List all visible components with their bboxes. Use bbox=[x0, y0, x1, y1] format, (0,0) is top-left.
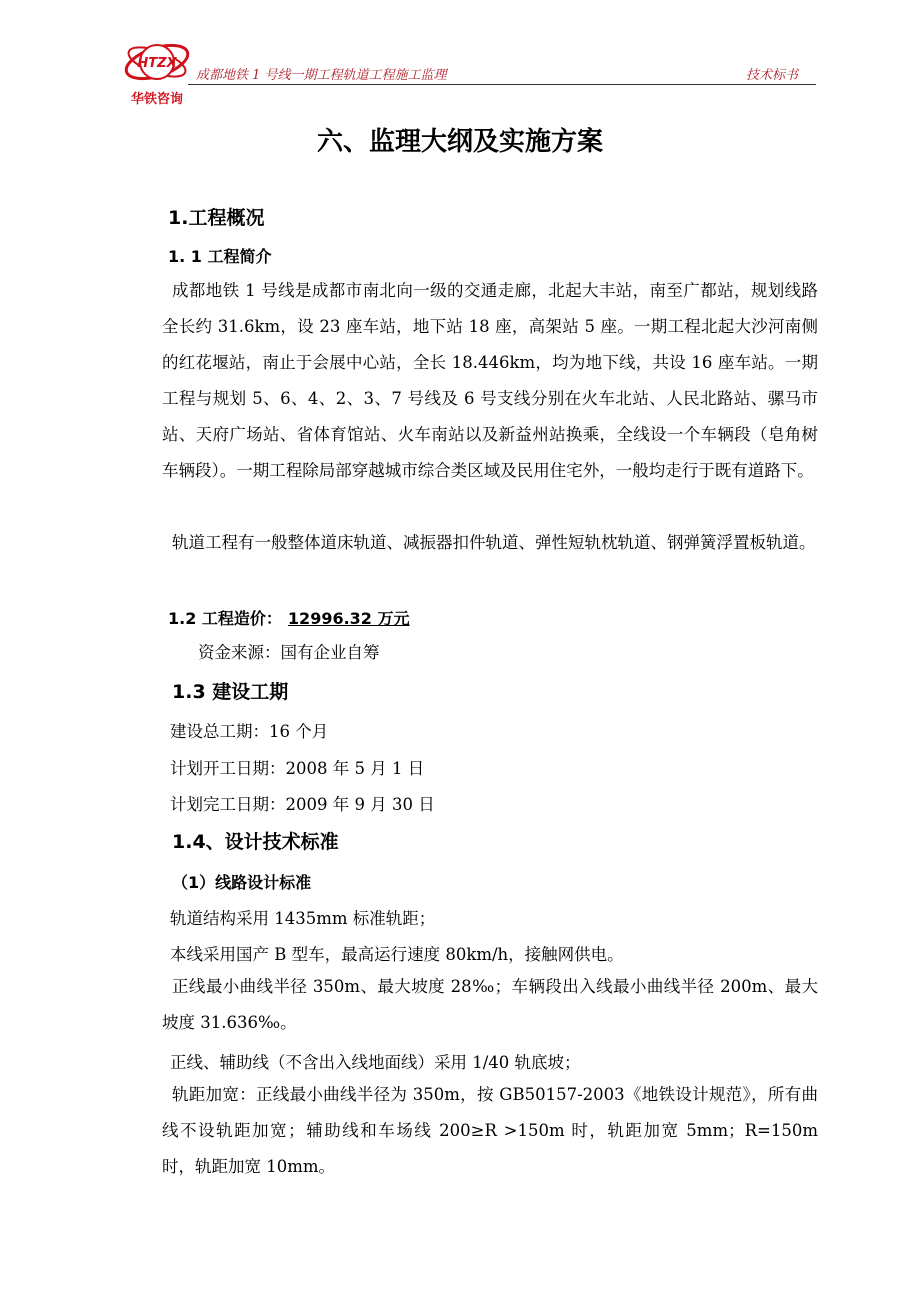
subsection-heading-intro: 1. 1 工程简介 bbox=[168, 247, 272, 266]
section-heading-period: 1.3 建设工期 bbox=[172, 681, 289, 703]
intro-paragraph: 成都地铁 1 号线是成都市南北向一级的交通走廊，北起大丰站，南至广都站，规划线路全长约 31.6km，设 23 座车站，地下站 18 座，高架站 5 座。一期工程北起大沙河南侧的红花堰站，南止于会展中心站，全长 18.446km，均为地下线，共设 16 座车站。一期工程与规划 5、6、4、2、3、7 号线及 6 号支线分别在火车北站、人民北路站、骡马市站、天府广场站、省体育馆站、火车南站以及新益州站换乘，全线设一个车辆段（皂角树车辆段）。一期工程除局部穿越城市综合类区域及民用住宅外，一般均走行于既有道路下。 bbox=[162, 281, 818, 480]
period-total: 建设总工期：16 个月 bbox=[170, 722, 329, 741]
funding-source: 资金来源：国有企业自筹 bbox=[198, 643, 380, 662]
header-divider bbox=[188, 84, 816, 85]
cost-line bbox=[168, 606, 414, 629]
route-standard-gauge: 轨道结构采用 1435mm 标准轨距； bbox=[170, 909, 436, 928]
page-title: 六、监理大纲及实施方案 bbox=[316, 127, 603, 157]
period-start: 计划开工日期：2008 年 5 月 1 日 bbox=[170, 759, 425, 778]
section-heading-overview: 1.工程概况 bbox=[168, 207, 265, 229]
subsection-heading-route: （1）线路设计标准 bbox=[172, 873, 312, 892]
logo-text: 华铁咨询 bbox=[130, 92, 183, 107]
header-doc-type: 技术标书 bbox=[746, 68, 799, 83]
company-logo bbox=[122, 36, 192, 108]
route-gauge-widening: 轨距加宽：正线最小曲线半径为 350m，按 GB50157-2003《地铁设计规范》，所有曲线不设轨距加宽；辅助线和车场线 200≥R >150m 时，轨距加宽 5mm；R=150m 时，轨距加宽 10mm。 bbox=[162, 1085, 818, 1176]
route-curve-grade: 正线最小曲线半径 350m、最大坡度 28‰；车辆段出入线最小曲线半径 200m、最大坡度 31.636‰。 bbox=[162, 977, 818, 1032]
htzx-logo-icon bbox=[122, 36, 192, 88]
track-types-paragraph: 轨道工程有一般整体道床轨道、减振器扣件轨道、弹性短轨枕轨道、钢弹簧浮置板轨道。 bbox=[172, 533, 816, 552]
route-vehicle: 本线采用国产 B 型车，最高运行速度 80km/h，接触网供电。 bbox=[170, 945, 624, 964]
logo-mark: HTZX bbox=[137, 56, 177, 71]
cost-value: 12996.32 万元 bbox=[287, 609, 410, 628]
period-end: 计划完工日期：2009 年 9 月 30 日 bbox=[170, 795, 435, 814]
route-rail-cant: 正线、辅助线（不含出入线地面线）采用 1/40 轨底坡； bbox=[170, 1053, 581, 1072]
section-heading-standards: 1.4、设计技术标准 bbox=[172, 831, 339, 853]
cost-label: 1.2 工程造价： bbox=[168, 609, 282, 628]
header-project-title: 成都地铁 1 号线一期工程轨道工程施工监理 bbox=[196, 68, 447, 83]
